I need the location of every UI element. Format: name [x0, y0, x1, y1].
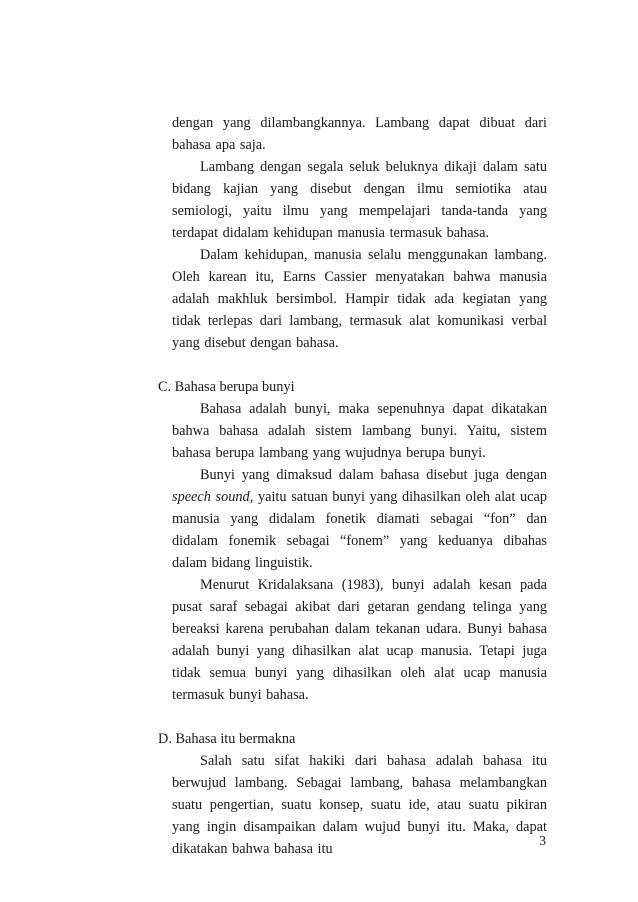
section-d-heading: D. Bahasa itu bermakna	[158, 731, 296, 747]
paragraph-kridalaksana: Menurut Kridalaksana (1983), bunyi adalah kesan pada pusat saraf sebagai akibat dari getaran gendang telinga yang bereaksi karena perubahan dalam tekanan udara. Bunyi bahasa adalah bunyi yang dihasilkan alat ucap manusia. Tetapi juga tidak semua bunyi yang dihasilkan oleh alat ucap manusia termasuk bunyi bahasa.	[172, 577, 547, 703]
paragraph-dalam-kehidupan: Dalam kehidupan, manusia selalu menggunakan lambang. Oleh karean itu, Earns Cassier menyatakan bahwa manusia adalah makhluk bersimbol. Hampir tidak ada kegiatan yang tidak terlepas dari lambang, termasuk alat komunikasi verbal yang disebut dengan bahasa.	[172, 247, 547, 351]
paragraph-speech-sound: Bunyi yang dimaksud dalam bahasa disebut juga dengan speech sound, yaitu satuan bunyi yang dihasilkan oleh alat ucap manusia yang didalam fonetik diamati sebagai “fon” dan didalam fonemik sebagai “fonem” yang keduanya dibahas dalam bidang linguistik.	[172, 467, 547, 571]
paragraph-lambang-semiotika: Lambang dengan segala seluk beluknya dikaji dalam satu bidang kajian yang disebut dengan ilmu semiotika atau semiologi, yaitu ilmu yang mempelajari tanda-tanda yang terdapat didalam kehidupan manusia termasuk bahasa.	[172, 159, 547, 241]
paragraph-continuation: dengan yang dilambangkannya. Lambang dapat dibuat dari bahasa apa saja.	[172, 115, 547, 153]
paragraph-sifat-hakiki: Salah satu sifat hakiki dari bahasa adalah bahasa itu berwujud lambang. Sebagai lambang, bahasa melambangkan suatu pengertian, suatu konsep, suatu ide, atau suatu pikiran yang ingin disampaikan dalam wujud bunyi itu. Maka, dapat dikatakan bahwa bahasa itu	[172, 753, 547, 857]
page-content	[158, 112, 547, 860]
page-number: 3	[539, 833, 546, 848]
section-c-heading: C. Bahasa berupa bunyi	[158, 379, 295, 395]
paragraph-bahasa-adalah-bunyi: Bahasa adalah bunyi, maka sepenuhnya dapat dikatakan bahwa bahasa adalah sistem lambang bunyi. Yaitu, sistem bahasa berupa lambang yang wujudnya berupa bunyi.	[172, 401, 547, 461]
